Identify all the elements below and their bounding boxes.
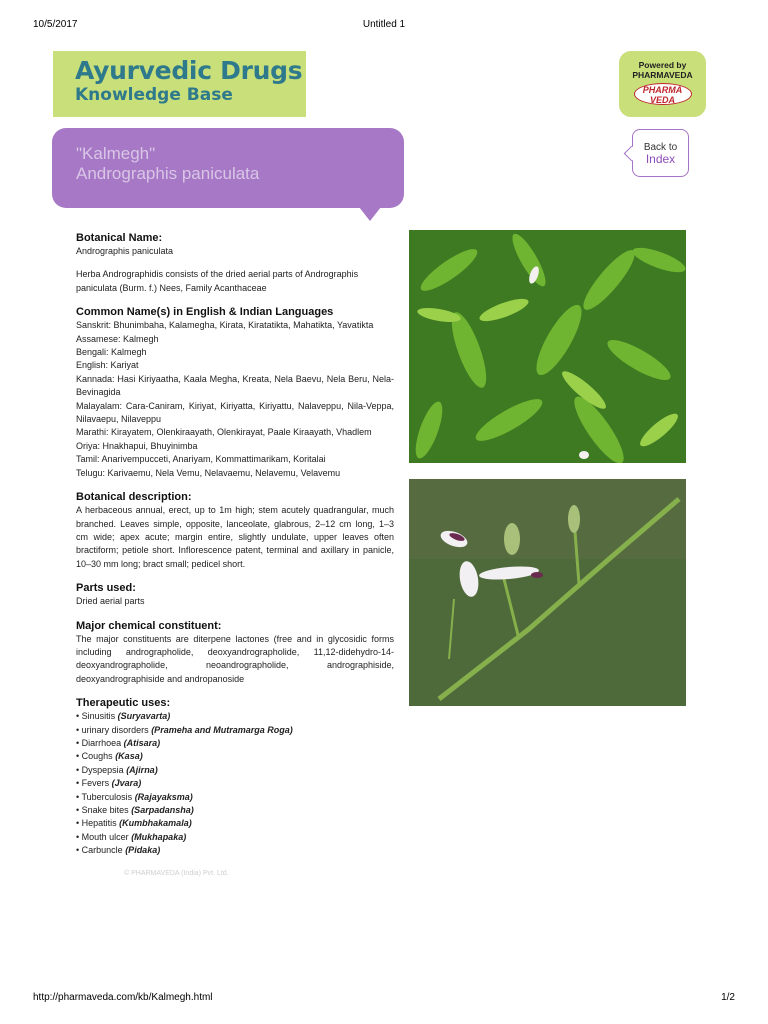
- common-names-heading: Common Name(s) in English & Indian Languages: [76, 306, 334, 319]
- list-item: [76, 804, 394, 817]
- list-item: [76, 777, 394, 790]
- drug-botanical-name: Andrographis paniculata: [76, 164, 260, 183]
- plant-flower-illustration: [409, 479, 686, 706]
- sanskrit-term: (Prameha and Mutramarga Roga): [151, 724, 293, 735]
- therapeutic-use: • Snake bites: [76, 805, 132, 815]
- powered-by-company: PHARMAVEDA: [632, 70, 693, 80]
- logo-line-1: Ayurvedic Drugs: [75, 56, 303, 85]
- logo-line-2: Knowledge Base: [75, 85, 233, 105]
- list-item: [76, 791, 394, 804]
- common-name-line: Oriya: Hnakhapui, Bhuyinimba: [76, 440, 198, 451]
- list-item: [76, 737, 394, 750]
- pharmaveda-logo: [634, 83, 692, 105]
- therapeutic-use: • Dyspepsia: [76, 764, 127, 775]
- therapeutic-use: • urinary disorders: [76, 724, 152, 735]
- therapeutic-use: • Diarrhoea: [76, 737, 124, 748]
- therapeutic-use: • Carbuncle: [76, 845, 126, 856]
- botanical-name-heading: Botanical Name:: [76, 232, 163, 244]
- copyright-watermark: © PHARMAVEDA (India) Pvt. Ltd.: [124, 870, 229, 877]
- monograph-content: [76, 231, 394, 858]
- print-page-number: 1/2: [721, 992, 735, 1003]
- list-item: [76, 844, 394, 857]
- common-name-line: Tamil: Anarivempucceti, Anariyam, Kommattimarikam, Koritalai: [76, 454, 326, 465]
- common-name-line: Kannada: Hasi Kiriyaatha, Kaala Megha, Kreata, Nela Baevu, Nela Beru, Nela-Bevinagida: [76, 373, 394, 398]
- plant-leaves-illustration: [409, 230, 686, 463]
- therapeutic-uses-list: [76, 710, 394, 857]
- title-banner: [52, 128, 404, 208]
- common-name-line: Malayalam: Cara-Caniram, Kiriyat, Kiriyatta, Kiriyattu, Nalaveppu, Nila-Veppa, Nilavaepu, Nilaveppu: [76, 400, 394, 425]
- back-to-label: Back to: [643, 142, 678, 153]
- common-name-line: English: Kariyat: [76, 360, 139, 371]
- sanskrit-term: (Kasa): [115, 751, 143, 762]
- powered-by-label: Powered by: [638, 60, 687, 70]
- therapeutic-use: • Tuberculosis: [76, 791, 135, 802]
- sanskrit-term: (Sarpadansha): [131, 805, 194, 815]
- list-item: [76, 817, 394, 830]
- botanical-name-value: Andrographis paniculata: [76, 246, 174, 256]
- print-date: 10/5/2017: [33, 19, 78, 30]
- print-url: http://pharmaveda.com/kb/Kalmegh.html: [33, 992, 213, 1003]
- list-item: [76, 831, 394, 844]
- site-logo[interactable]: [53, 51, 306, 117]
- sanskrit-term: (Pidaka): [125, 845, 161, 856]
- parts-used-heading: Parts used:: [76, 582, 136, 595]
- botanical-description-heading: Botanical description:: [76, 491, 192, 504]
- pharmaveda-logo-line-1: PHARMA: [642, 85, 683, 95]
- therapeutic-use: • Coughs: [76, 751, 116, 762]
- sanskrit-term: (Suryavarta): [117, 711, 171, 722]
- common-name-line: Sanskrit: Bhunimbaha, Kalamegha, Kirata, Kiratatikta, Mahatikta, Yavatikta: [76, 320, 374, 331]
- common-name-line: Bengali: Kalmegh: [76, 347, 147, 358]
- therapeutic-use: • Sinusitis: [76, 711, 118, 722]
- common-name-line: Marathi: Kirayatem, Olenkiraayath, Olenkirayat, Paale Kiraayath, Vhadlem: [76, 427, 372, 438]
- chemical-constituent-heading: Major chemical constituent:: [76, 619, 222, 632]
- back-to-index-button[interactable]: [632, 129, 689, 177]
- plant-leaves-photo: [409, 230, 686, 463]
- therapeutic-use: • Mouth ulcer: [76, 831, 132, 842]
- list-item: [76, 764, 394, 777]
- therapeutic-use: • Fevers: [76, 778, 112, 789]
- print-title: Untitled 1: [362, 19, 406, 30]
- parts-used-text: Dried aerial parts: [76, 596, 145, 607]
- common-name-line: Telugu: Karivaemu, Nela Vemu, Nelavaemu, Nelavemu, Velavemu: [76, 467, 341, 478]
- list-item: [76, 710, 394, 723]
- sanskrit-term: (Ajirna): [126, 764, 158, 775]
- common-name-line: Assamese: Kalmegh: [76, 333, 159, 344]
- therapeutic-use: • Hepatitis: [76, 818, 120, 829]
- sanskrit-term: (Atisara): [123, 737, 161, 748]
- sanskrit-term: (Jvara): [111, 778, 142, 789]
- sanskrit-term: (Kumbhakamala): [119, 818, 192, 829]
- botanical-description-text: A herbaceous annual, erect, up to 1m high; stem acutely quadrangular, much branched. Leaves simple, opposite, lanceolate, glabrous, 2–12 cm long, 1–3 cm wide; apex acute; margin entire, slightly undulate, upper leaves often bractiform; petiole short. Inflorescence patent, terminal and axillary in panicle, 10–30 mm long; bract small; pedicel short.: [76, 505, 394, 569]
- chemical-constituent-text: The major constituents are diterpene lactones (free and in glycosidic forms including andrographolide, deoxyandrographolide, 11,12-didehydro-14-deoxyandrographolide, neoandrographolide, andrographiside, deoxyandrographiside and andropanoside: [76, 633, 394, 684]
- botanical-name-description: Herba Andrographidis consists of the dried aerial parts of Andrographis paniculata (Burm. f.) Nees, Family Acanthaceae: [76, 269, 359, 293]
- therapeutic-uses-heading: Therapeutic uses:: [76, 697, 171, 710]
- index-label: Index: [645, 152, 676, 166]
- powered-by-badge[interactable]: [619, 51, 706, 117]
- drug-common-name: "Kalmegh": [76, 144, 156, 163]
- list-item: [76, 724, 394, 737]
- list-item: [76, 750, 394, 763]
- pharmaveda-logo-line-2: VEDA: [649, 95, 675, 105]
- sanskrit-term: (Rajayaksma): [134, 791, 193, 802]
- plant-flower-photo: [409, 479, 686, 706]
- sanskrit-term: (Mukhapaka): [131, 831, 187, 842]
